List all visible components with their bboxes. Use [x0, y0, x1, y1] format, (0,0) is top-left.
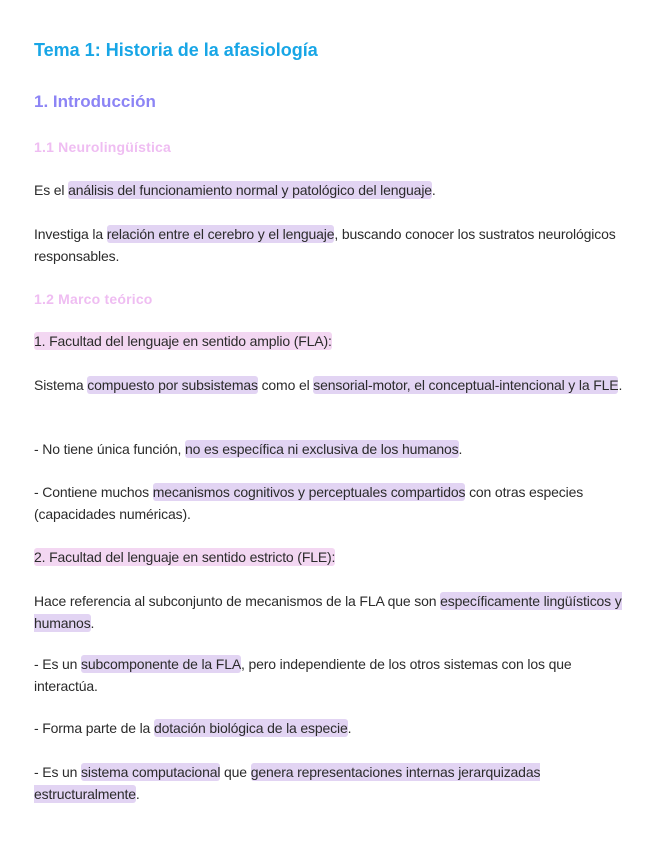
highlighted-text: 1. Facultad del lenguaje en sentido amplio (FLA): — [34, 333, 332, 349]
highlighted-text: compuesto por subsistemas — [87, 377, 258, 393]
paragraph-fle-computational — [34, 762, 626, 805]
text-span: , pero independiente de los otros sistemas con los que interactúa. — [34, 656, 572, 694]
fle-heading — [34, 547, 626, 569]
highlighted-text: sensorial-motor, el conceptual-intencional y la FLE — [313, 377, 619, 393]
paragraph-fle-biological — [34, 718, 626, 740]
paragraph-fla-function — [34, 439, 626, 461]
text-span: - No tiene única función, — [34, 441, 185, 457]
highlighted-text: mecanismos cognitivos y perceptuales compartidos — [152, 484, 466, 500]
paragraph-fla-mechanisms — [34, 482, 626, 525]
text-span: . — [458, 441, 463, 457]
page-title: Tema 1: Historia de la afasiología — [34, 40, 318, 60]
text-span: Es el — [34, 182, 69, 198]
highlighted-text: 2. Facultad del lenguaje en sentido estricto (FLE): — [34, 549, 336, 565]
highlighted-text: genera representaciones internas jerarquizadas estructuralmente — [34, 764, 541, 802]
text-span: . — [618, 377, 623, 393]
text-span: como el — [257, 377, 314, 393]
text-span: . — [90, 614, 95, 631]
text-span: . — [347, 720, 352, 736]
text-span: , buscando conocer los sustratos neurológicos responsables. — [34, 226, 616, 264]
subsection-heading-marco-teorico: 1.2 Marco teórico — [34, 291, 153, 307]
section-heading-introduccion: 1. Introducción — [34, 92, 156, 111]
fla-heading — [34, 331, 626, 353]
highlighted-text: subcomponente de la FLA — [81, 656, 242, 672]
paragraph-fle-definition — [34, 591, 626, 634]
highlighted-text: específicamente lingüísticos y humanos — [34, 593, 622, 631]
highlighted-text: análisis del funcionamiento normal y patológico del lenguaje — [68, 182, 432, 198]
highlighted-text: sistema computacional — [81, 764, 221, 780]
text-span: - Contiene muchos — [34, 484, 153, 500]
text-span: - Forma parte de la — [34, 720, 154, 736]
text-span: que — [220, 764, 251, 780]
highlighted-text: relación entre el cerebro y el lenguaje — [106, 226, 335, 242]
text-span: Hace referencia al subconjunto de mecanismos de la FLA que son — [34, 593, 441, 609]
paragraph-fla-system — [34, 375, 626, 397]
highlighted-text: dotación biológica de la especie — [153, 720, 348, 736]
highlighted-text: no es específica ni exclusiva de los humanos — [184, 441, 459, 457]
paragraph-fle-subcomponent — [34, 654, 626, 697]
text-span: . — [431, 182, 436, 198]
paragraph-definition — [34, 180, 626, 202]
text-span: - Es un — [34, 656, 82, 672]
paragraph-investigation — [34, 224, 626, 267]
text-span: con otras especies (capacidades numéricas). — [34, 484, 584, 522]
subsection-heading-neurolinguistica: 1.1 Neurolingüística — [34, 139, 172, 155]
text-span: . — [135, 785, 140, 802]
text-span: Investiga la — [34, 226, 107, 242]
text-span: - Es un — [34, 764, 82, 780]
text-span: Sistema — [34, 377, 88, 393]
